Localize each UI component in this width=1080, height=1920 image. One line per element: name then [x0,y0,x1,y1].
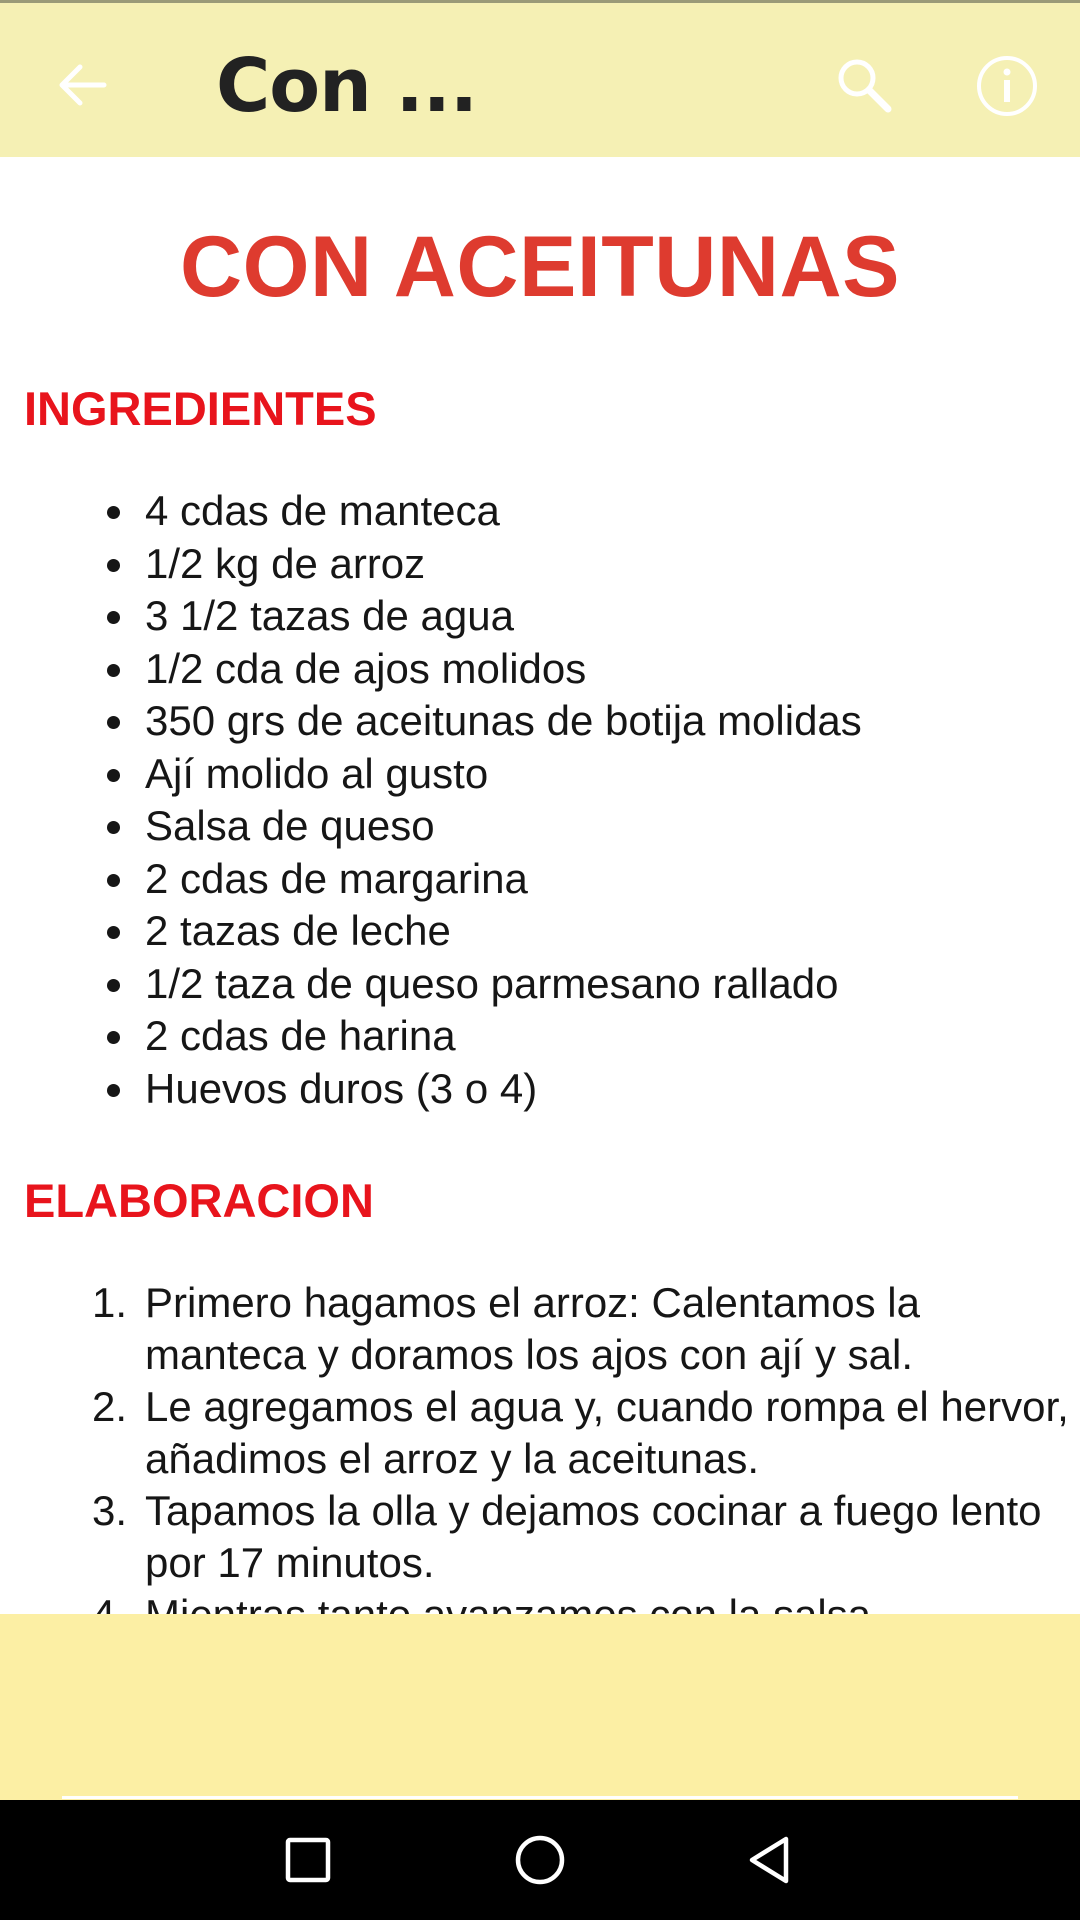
recipe-title: CON ACEITUNAS [180,219,900,315]
system-nav-bar [0,1800,1080,1920]
step-number: 3. [92,1487,128,1534]
back-triangle-icon[interactable] [740,1830,800,1890]
home-circle-icon[interactable] [510,1830,570,1890]
app-bar-title: Con ... [216,43,477,129]
recents-square-icon[interactable] [280,1832,336,1888]
recipe-content[interactable] [0,157,1080,1614]
step-item [0,1485,1070,1589]
steps-list [0,1277,1070,1641]
ingredient-item: 1/2 kg de arroz [0,538,862,591]
ingredients-heading: INGREDIENTES [24,382,377,435]
ingredient-item: 350 grs de aceitunas de botija molidas [0,695,862,748]
ingredient-item: 1/2 taza de queso parmesano rallado [0,958,862,1011]
ingredient-item: 3 1/2 tazas de agua [0,590,862,643]
ingredient-item: Huevos duros (3 o 4) [0,1063,862,1116]
ingredient-item: 1/2 cda de ajos molidos [0,643,862,696]
step-item [0,1277,1070,1381]
ingredients-list [0,485,862,1115]
ingredient-item: Salsa de queso [0,800,862,853]
search-icon[interactable] [832,53,896,117]
step-text: Tapamos la olla y dejamos cocinar a fuego lento por 17 minutos. [145,1487,1042,1586]
ad-divider [62,1796,1018,1799]
ingredient-item: 2 cdas de margarina [0,853,862,906]
ad-banner-area[interactable] [0,1614,1080,1800]
arrow-left-icon[interactable] [52,55,112,115]
elaboration-heading: ELABORACION [24,1174,374,1227]
step-number: 2. [92,1383,128,1430]
step-text: Le agregamos el agua y, cuando rompa el hervor, añadimos el arroz y la aceitunas. [145,1383,1069,1482]
ingredient-item: 4 cdas de manteca [0,485,862,538]
ingredient-item: 2 tazas de leche [0,905,862,958]
app-bar [0,3,1080,157]
step-text: Primero hagamos el arroz: Calentamos la manteca y doramos los ajos con ají y sal. [145,1279,920,1378]
step-item [0,1381,1070,1485]
ingredient-item: Ají molido al gusto [0,748,862,801]
step-number: 1. [92,1279,128,1326]
ingredient-item: 2 cdas de harina [0,1010,862,1063]
info-icon[interactable] [974,53,1040,119]
